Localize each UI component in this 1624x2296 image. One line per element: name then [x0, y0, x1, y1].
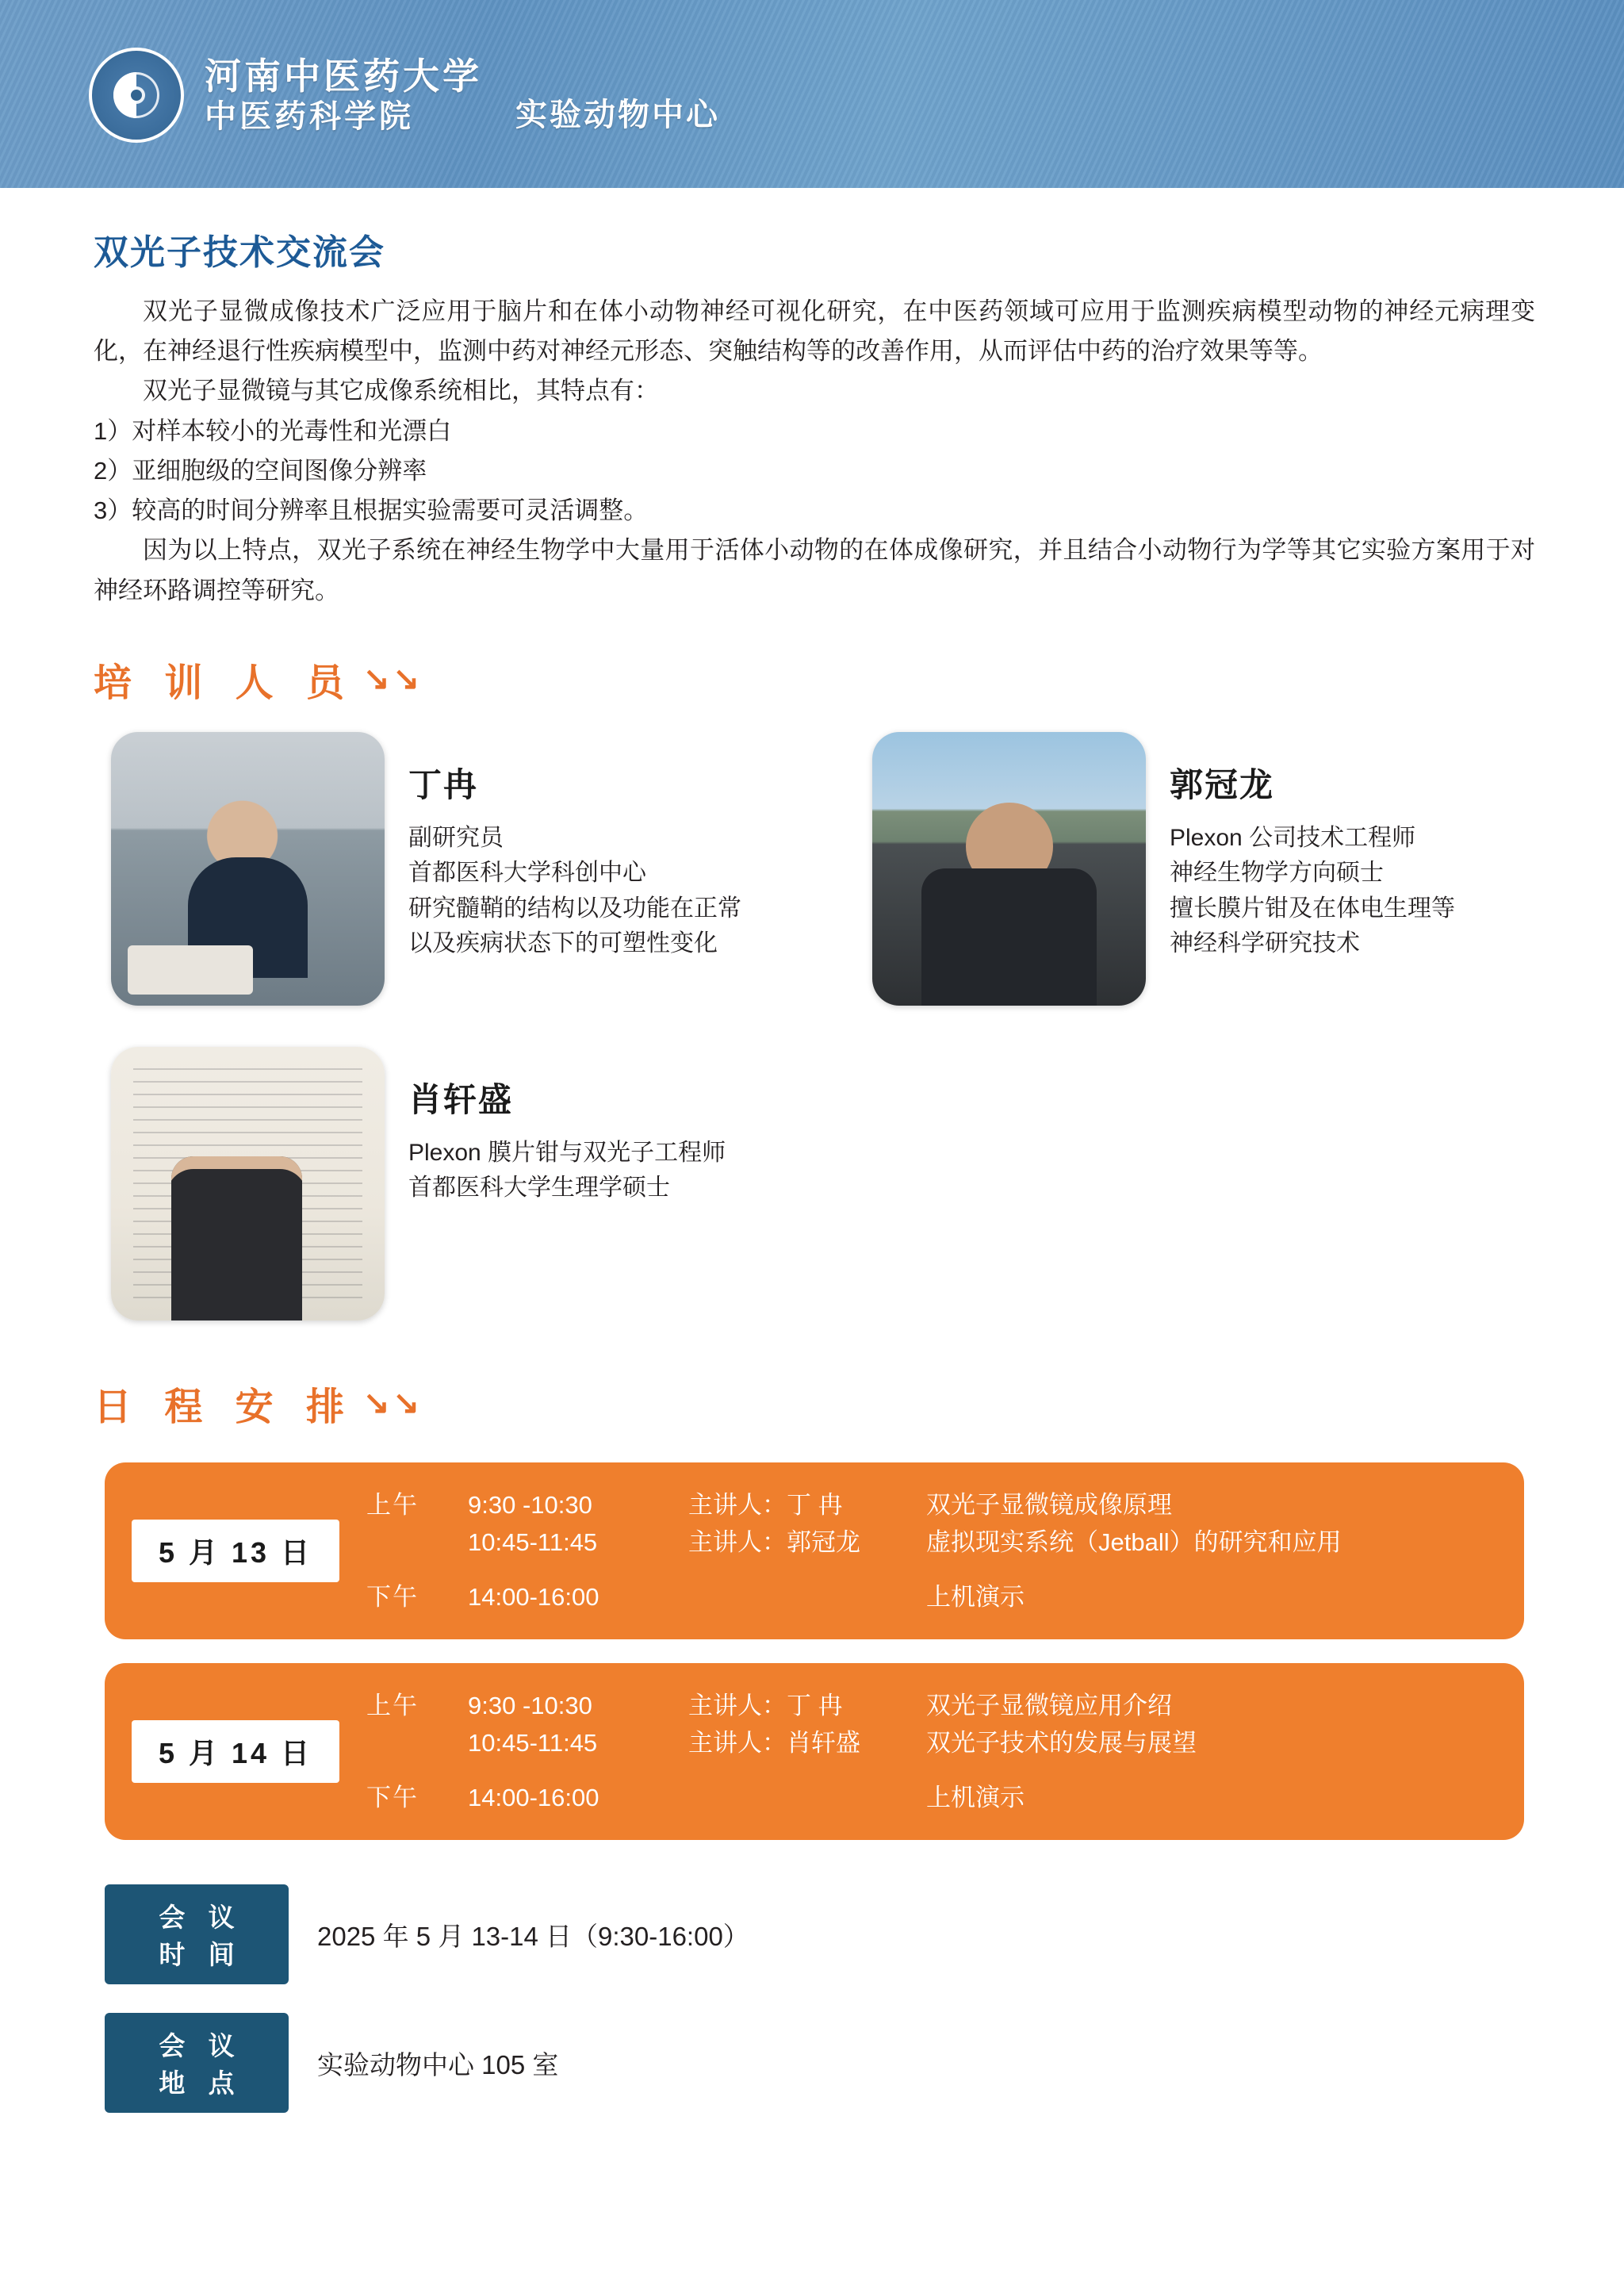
trainer-info — [408, 1047, 726, 1206]
schedule-period: 上午 — [366, 1490, 419, 1519]
down-right-arrows-icon: ↘↘ — [363, 1386, 423, 1421]
schedule-row-gap — [366, 1761, 1524, 1779]
trainer-card — [111, 1047, 809, 1320]
schedule-period: 下午 — [366, 1582, 419, 1611]
meeting-place-row — [105, 2013, 1624, 2113]
logo-text-block — [205, 56, 482, 135]
schedule-time: 10:45-11:45 — [468, 1527, 598, 1556]
trainer-description — [408, 821, 741, 962]
schedule-topic: 双光子显微镜应用介绍 — [926, 1692, 1172, 1720]
header-center-name: 实验动物中心 — [515, 98, 720, 132]
trainer-name: 肖轩盛 — [408, 1080, 514, 1118]
schedule-heading — [94, 1376, 1624, 1431]
schedule-time: 10:45-11:45 — [468, 1729, 598, 1757]
intro-paragraph-1: 双光子显微成像技术广泛应用于脑片和在体小动物神经可视化研究，在中医药领域可应用于监测疾病模型动物的神经元病理变化，在神经退行性疾病模型中，监测中药对神经元形态、突触结构等的改善作用，从而评估中药的治疗效果等等。 — [94, 297, 1535, 366]
schedule-topic: 虚拟现实系统（Jetball）的研究和应用 — [926, 1527, 1342, 1556]
trainer-desc-line: 首都医科大学科创中心 — [408, 860, 646, 887]
trainer-photo-dingran — [111, 732, 385, 1006]
schedule-topic: 双光子技术的发展与展望 — [926, 1729, 1197, 1757]
trainer-info — [1170, 732, 1455, 962]
trainers-row-top — [0, 732, 1624, 1006]
header-brand — [89, 48, 720, 143]
schedule-time: 14:00-16:00 — [468, 1784, 599, 1812]
trainer-info — [408, 732, 741, 962]
trainer-desc-line: Plexon 公司技术工程师 — [1170, 824, 1416, 851]
trainers-heading — [94, 652, 1624, 707]
schedule-card-day2 — [105, 1663, 1524, 1840]
schedule-period: 下午 — [366, 1784, 419, 1812]
trainer-photo-guoguanlong — [872, 732, 1146, 1006]
meeting-place-label: 会 议 地 点 — [105, 2013, 289, 2113]
page-title: 双光子技术交流会 — [94, 233, 385, 272]
trainer-desc-line: 神经生物学方向硕士 — [1170, 860, 1384, 887]
intro-list-item-3: 3）较高的时间分辨率且根据实验需要可灵活调整。 — [94, 496, 649, 525]
page-content — [0, 188, 1624, 2141]
trainer-photo-xiaoxuansheng — [111, 1047, 385, 1320]
schedule-topic: 上机演示 — [926, 1784, 1025, 1812]
meeting-place-value: 实验动物中心 105 室 — [317, 2049, 559, 2079]
trainers-row-bottom — [0, 1047, 1624, 1320]
trainers-section — [0, 732, 1624, 1320]
logo-line-university: 河南中医药大学 — [205, 54, 482, 98]
intro-list-item-2: 2）亚细胞级的空间图像分辨率 — [94, 456, 427, 485]
schedule-section — [0, 1462, 1624, 1841]
down-right-arrows-icon: ↘↘ — [363, 661, 423, 697]
schedule-row — [366, 1524, 1524, 1561]
schedule-rows — [366, 1486, 1524, 1616]
trainer-desc-line: 擅长膜片钳及在体电生理等 — [1170, 895, 1455, 922]
trainer-card — [111, 732, 809, 1006]
schedule-time: 9:30 -10:30 — [468, 1692, 592, 1720]
schedule-row — [366, 1578, 1524, 1616]
schedule-time: 14:00-16:00 — [468, 1582, 599, 1611]
schedule-card-day1 — [105, 1462, 1524, 1639]
schedule-speaker: 主讲人：郭冠龙 — [688, 1527, 860, 1556]
meeting-time-row — [105, 1884, 1624, 1984]
trainer-card — [872, 732, 1570, 1006]
trainer-desc-line: 研究髓鞘的结构以及功能在正常 — [408, 895, 741, 922]
trainer-description — [408, 1136, 726, 1206]
meeting-info-section — [105, 1884, 1624, 2113]
schedule-date-wrap — [105, 1520, 366, 1582]
trainer-desc-line: 副研究员 — [408, 824, 504, 851]
intro-paragraph-2: 双光子显微镜与其它成像系统相比，其特点有： — [143, 377, 659, 405]
schedule-heading-text: 日 程 安 排 — [94, 1386, 356, 1428]
schedule-row — [366, 1779, 1524, 1816]
trainer-description — [1170, 821, 1455, 962]
schedule-period: 上午 — [366, 1692, 419, 1720]
meeting-time-label: 会 议 时 间 — [105, 1884, 289, 1984]
schedule-row — [366, 1486, 1524, 1524]
schedule-time: 9:30 -10:30 — [468, 1490, 592, 1519]
trainer-desc-line: 首都医科大学生理学硕士 — [408, 1175, 670, 1202]
meeting-time-value: 2025 年 5 月 13-14 日（9:30-16:00） — [317, 1921, 749, 1951]
logo-line-academy: 中医药科学院 — [205, 98, 414, 136]
trainers-heading-text: 培 训 人 员 — [94, 661, 356, 704]
schedule-rows — [366, 1687, 1524, 1816]
trainer-name: 郭冠龙 — [1170, 765, 1275, 803]
schedule-row-gap — [366, 1561, 1524, 1578]
intro-text-block — [94, 292, 1535, 611]
schedule-date-wrap — [105, 1720, 366, 1783]
schedule-speaker: 主讲人：丁 冉 — [688, 1692, 843, 1720]
schedule-speaker: 主讲人：丁 冉 — [688, 1490, 843, 1519]
trainer-desc-line: 以及疾病状态下的可塑性变化 — [408, 930, 718, 956]
university-logo-icon — [89, 48, 184, 143]
schedule-topic: 上机演示 — [926, 1582, 1025, 1611]
schedule-date-badge: 5 月 13 日 — [132, 1520, 339, 1582]
intro-list-item-1: 1）对样本较小的光毒性和光漂白 — [94, 416, 452, 445]
schedule-row — [366, 1724, 1524, 1761]
trainer-name: 丁冉 — [408, 765, 479, 803]
trainer-desc-line: Plexon 膜片钳与双光子工程师 — [408, 1139, 726, 1166]
schedule-date-badge: 5 月 14 日 — [132, 1720, 339, 1783]
schedule-topic: 双光子显微镜成像原理 — [926, 1490, 1172, 1519]
intro-paragraph-3: 因为以上特点，双光子系统在神经生物学中大量用于活体小动物的在体成像研究，并且结合小动物行为学等其它实验方案用于对神经环路调控等研究。 — [94, 536, 1535, 604]
schedule-row — [366, 1687, 1524, 1724]
schedule-speaker: 主讲人：肖轩盛 — [688, 1729, 860, 1757]
trainer-desc-line: 神经科学研究技术 — [1170, 930, 1360, 956]
page-header-band — [0, 0, 1624, 188]
